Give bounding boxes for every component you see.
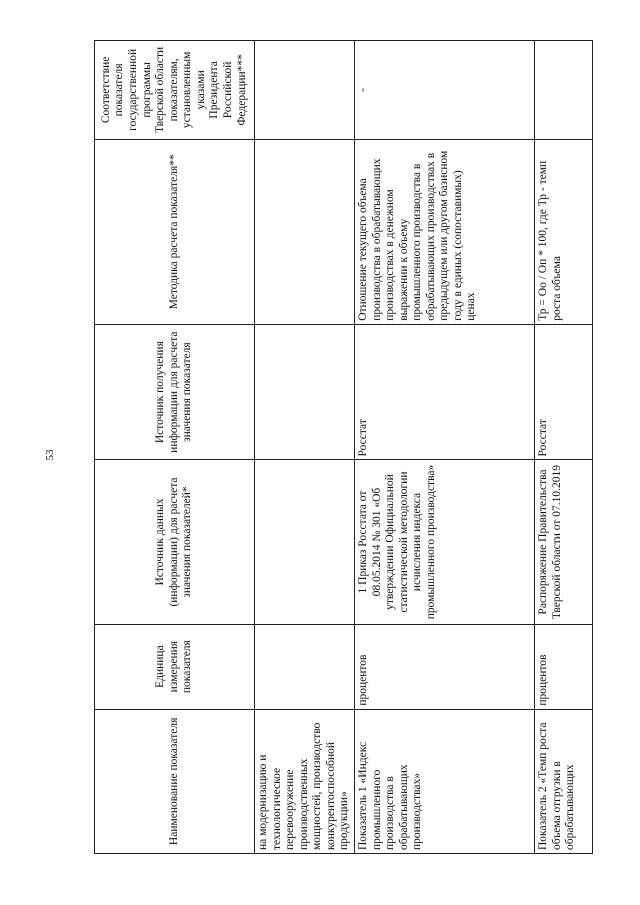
cell-name: Показатель 1 «Индекс промышленного производства в обрабатывающих производствах» <box>354 709 534 853</box>
cell-unit: процентов <box>354 624 534 709</box>
rotated-page-content <box>94 40 577 854</box>
cell-compliance: - <box>354 41 534 140</box>
header-data-source: Источник данных (информации) для расчета значения показателей* <box>95 460 255 624</box>
cell-data-source: 1 Приказ Росстата от 08.05.2014 № 301 «Об утверждении Официальной статистической методологии исчисления индекса промышленного производства» <box>354 460 534 624</box>
page-number: 53 <box>44 449 56 461</box>
indicators-table <box>94 40 593 854</box>
header-method: Методика расчета показателя** <box>95 139 255 324</box>
cell-name: на модернизацию и технологическое перевооружение производственных мощностей, производство конкурентоспособной продукции» <box>255 709 355 853</box>
cell-info-source: Росстат <box>354 324 534 460</box>
table-row <box>354 41 534 854</box>
table-header-row <box>95 41 255 854</box>
table-row <box>255 41 355 854</box>
cell-compliance <box>534 41 592 140</box>
cell-compliance <box>255 41 355 140</box>
cell-unit: процентов <box>534 624 592 709</box>
cell-unit <box>255 624 355 709</box>
table-row <box>534 41 592 854</box>
cell-info-source: Росстат <box>534 324 592 460</box>
header-info-source: Источник получения информации для расчета значения показателя <box>95 324 255 460</box>
cell-method <box>255 139 355 324</box>
cell-info-source <box>255 324 355 460</box>
cell-method: Тр = Оо / Оп * 100, где Тр - темп роста объема <box>534 139 592 324</box>
header-name: Наименование показателя <box>95 709 255 853</box>
header-unit: Единица измерения показателя <box>95 624 255 709</box>
cell-method: Отношение текущего объема производства в обрабатывающих производствах в денежном выражении к объему промышленного производства в обрабатывающих производствах в предыдущем или другом базисном году в единых (сопоставимых) ценах <box>354 139 534 324</box>
cell-data-source: Распоряжение Правительства Тверской области от 07.10.2019 <box>534 460 592 624</box>
cell-data-source <box>255 460 355 624</box>
cell-name: Показатель 2 «Темп роста объема отгрузки в обрабатывающих <box>534 709 592 853</box>
header-compliance: Соответствие показателя государственной программы Тверской области показателям, установленным указами Президента Российской Федерации*** <box>95 41 255 140</box>
